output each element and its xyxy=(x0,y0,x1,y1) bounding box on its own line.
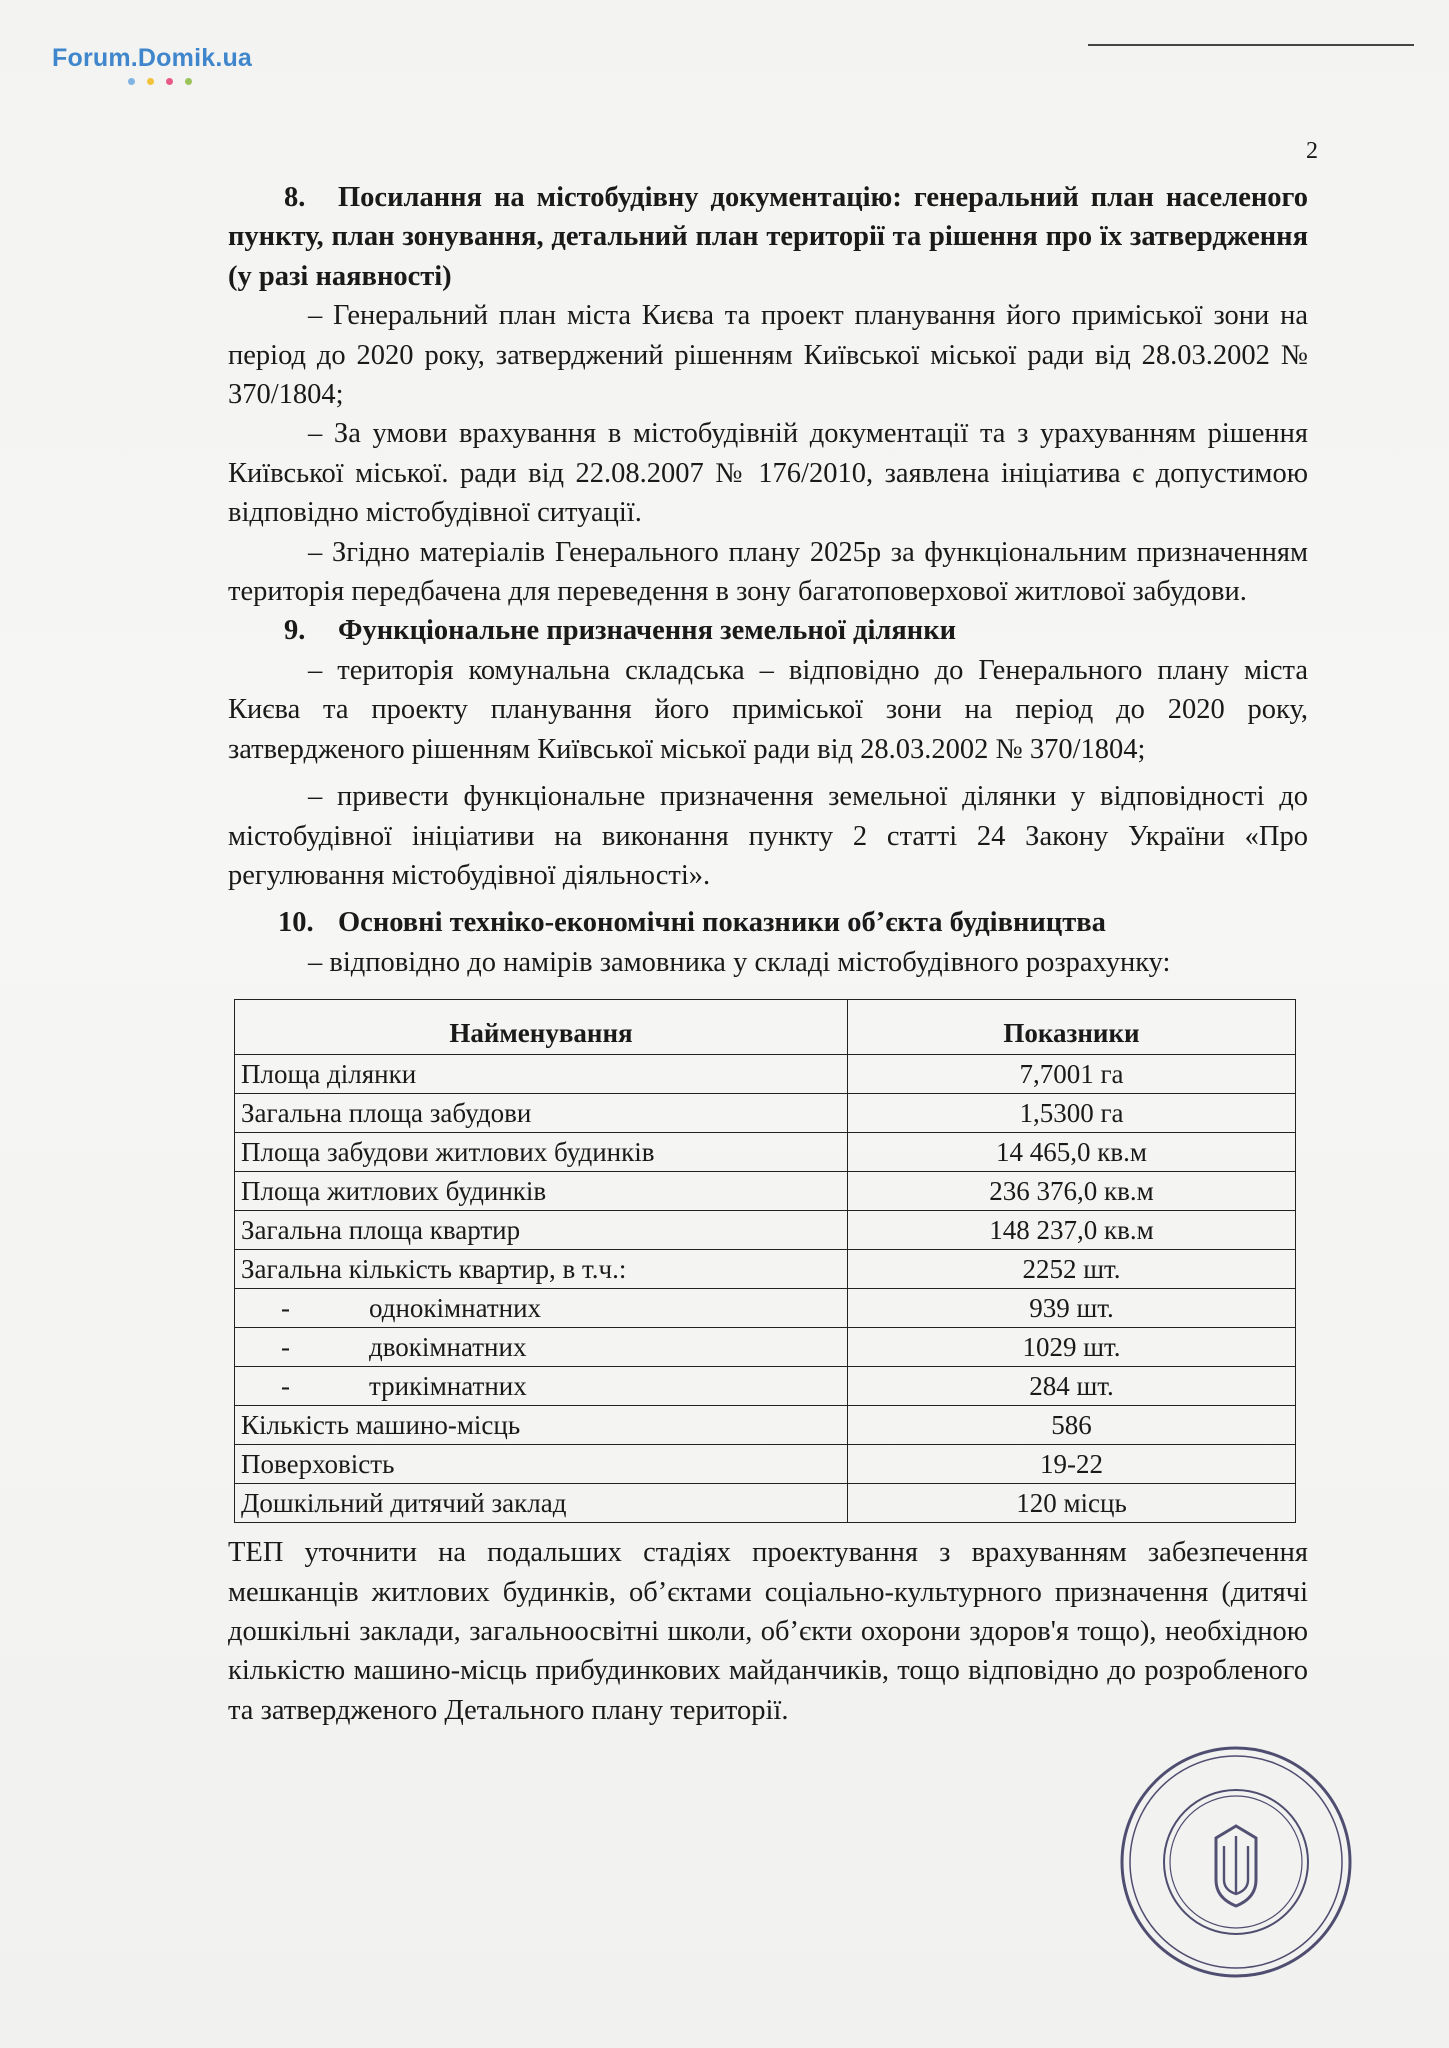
list-bullet: - xyxy=(281,1371,290,1402)
tep-row-value: 120 місць xyxy=(848,1484,1296,1523)
tep-row-value: 2252 шт. xyxy=(848,1250,1296,1289)
tep-table-body xyxy=(235,1055,1296,1523)
table-row xyxy=(235,1328,1296,1367)
table-row xyxy=(235,1445,1296,1484)
section-8-item: – Згідно матеріалів Генерального плану 2025р за функціональним призначенням територія передбачена для переведення в зону багатоповерхової житлової забудови. xyxy=(228,536,1308,608)
tep-header-name: Найменування xyxy=(235,1000,848,1055)
tep-row-name xyxy=(235,1055,848,1094)
table-row xyxy=(235,1406,1296,1445)
tep-row-name xyxy=(235,1367,848,1406)
tep-row-name xyxy=(235,1094,848,1133)
watermark-dot-icon xyxy=(185,78,192,85)
tep-table xyxy=(234,999,1296,1523)
tep-row-name xyxy=(235,1328,848,1367)
tep-row-value: 148 237,0 кв.м xyxy=(848,1211,1296,1250)
tep-row-name xyxy=(235,1445,848,1484)
tep-row-value: 236 376,0 кв.м xyxy=(848,1172,1296,1211)
list-bullet: - xyxy=(281,1332,290,1363)
section-9-number: 9. xyxy=(284,615,306,647)
watermark-dot-icon xyxy=(147,78,154,85)
tep-row-name xyxy=(235,1211,848,1250)
section-9-item: – привести функціональне призначення земельної ділянки у відповідності до містобудівної ініціативи на виконання пункту 2 статті 24 Закону України «Про регулювання містобудівної діяльності». xyxy=(228,781,1308,891)
top-rule xyxy=(1088,44,1414,46)
page-number: 2 xyxy=(1306,138,1318,164)
watermark-dot-icon xyxy=(166,78,173,85)
tep-row-value: 284 шт. xyxy=(848,1367,1296,1406)
tep-row-label: Площа житлових будинків xyxy=(241,1176,547,1207)
tep-row-value: 14 465,0 кв.м xyxy=(848,1133,1296,1172)
list-bullet: - xyxy=(281,1293,290,1324)
tep-row-name xyxy=(235,1484,848,1523)
section-8-title: Посилання на містобудівну документацію: генеральний план населеного пункту, план зонування, детальний план території та рішення про їх затвердження (у разі наявності) xyxy=(228,182,1308,292)
table-row xyxy=(235,1094,1296,1133)
tep-row-value: 1,5300 га xyxy=(848,1094,1296,1133)
document-body xyxy=(228,178,1308,1730)
table-row xyxy=(235,1250,1296,1289)
tep-row-name xyxy=(235,1172,848,1211)
tep-row-label: Площа ділянки xyxy=(241,1059,417,1090)
tep-row-value: 1029 шт. xyxy=(848,1328,1296,1367)
table-row xyxy=(235,1133,1296,1172)
section-10-intro: – відповідно до намірів замовника у складі містобудівного розрахунку: xyxy=(308,946,1171,978)
tep-row-value: 586 xyxy=(848,1406,1296,1445)
tep-header-value: Показники xyxy=(848,1000,1296,1055)
table-row xyxy=(235,1367,1296,1406)
section-10-title: Основні техніко-економічні показники об’єкта будівництва xyxy=(338,907,1106,939)
section-8-item: – Генеральний план міста Києва та проект планування його приміської зони на період до 2020 року, затверджений рішенням Київської міської ради від 28.03.2002 № 370/1804; xyxy=(228,300,1308,411)
watermark-logo: Forum.Domik.ua xyxy=(52,44,253,72)
table-row xyxy=(235,1055,1296,1094)
tep-row-value: 939 шт. xyxy=(848,1289,1296,1328)
tep-row-label: трикімнатних xyxy=(369,1371,527,1402)
table-row xyxy=(235,1172,1296,1211)
tep-row-label: Загальна кількість квартир, в т.ч.: xyxy=(241,1254,627,1285)
tep-row-name xyxy=(235,1133,848,1172)
tep-row-label: Кількість машино-місць xyxy=(241,1410,521,1441)
watermark-dot-icon xyxy=(128,78,135,85)
official-stamp-icon xyxy=(1116,1742,1356,1982)
section-10-number: 10. xyxy=(278,907,314,939)
section-9-title: Функціональне призначення земельної ділянки xyxy=(338,615,957,647)
tep-row-name xyxy=(235,1406,848,1445)
tep-row-label: Загальна площа забудови xyxy=(241,1098,532,1129)
tep-row-label: Поверховість xyxy=(241,1449,395,1480)
section-10-heading xyxy=(228,903,1308,942)
tep-row-label: двокімнатних xyxy=(369,1332,527,1363)
tep-row-value: 19-22 xyxy=(848,1445,1296,1484)
tep-row-label: Площа забудови житлових будинків xyxy=(241,1137,655,1168)
tep-row-name xyxy=(235,1250,848,1289)
section-9-item: – територія комунальна складська – відповідно до Генерального плану міста Києва та проекту планування його приміської зони на період до 2020 року, затвердженого рішенням Київської міської ради від 28.03.2002 № 370/1804; xyxy=(228,654,1308,765)
tep-row-label: Дошкільний дитячий заклад xyxy=(241,1488,567,1519)
table-row xyxy=(235,1211,1296,1250)
table-row xyxy=(235,1484,1296,1523)
section-8-number: 8. xyxy=(284,182,306,213)
section-8-heading xyxy=(228,178,1308,296)
watermark-dots xyxy=(128,78,192,85)
section-10-note: ТЕП уточнити на подальших стадіях проектування з врахуванням забезпечення мешканців житлових будинків, об’єктами соціально-культурного призначення (дитячі дошкільні заклади, загальноосвітні школи, об’єкти охорони здоров'я тощо), необхідною кількістю машино-місць прибудинкових майданчиків, тощо відповідно до розробленого та затвердженого Детального плану території. xyxy=(228,1537,1308,1726)
tep-row-name xyxy=(235,1289,848,1328)
section-8-item: – За умови врахування в містобудівній документації та з урахуванням рішення Київської міської. ради від 22.08.2007 № 176/2010, заявлена ініціатива є допустимою відповідно містобудівної ситуації. xyxy=(228,418,1308,529)
tep-row-label: однокімнатних xyxy=(369,1293,542,1324)
tep-row-label: Загальна площа квартир xyxy=(241,1215,521,1246)
table-row xyxy=(235,1289,1296,1328)
tep-table-header-row xyxy=(235,1000,1296,1055)
section-9-heading xyxy=(228,611,1308,650)
tep-row-value: 7,7001 га xyxy=(848,1055,1296,1094)
